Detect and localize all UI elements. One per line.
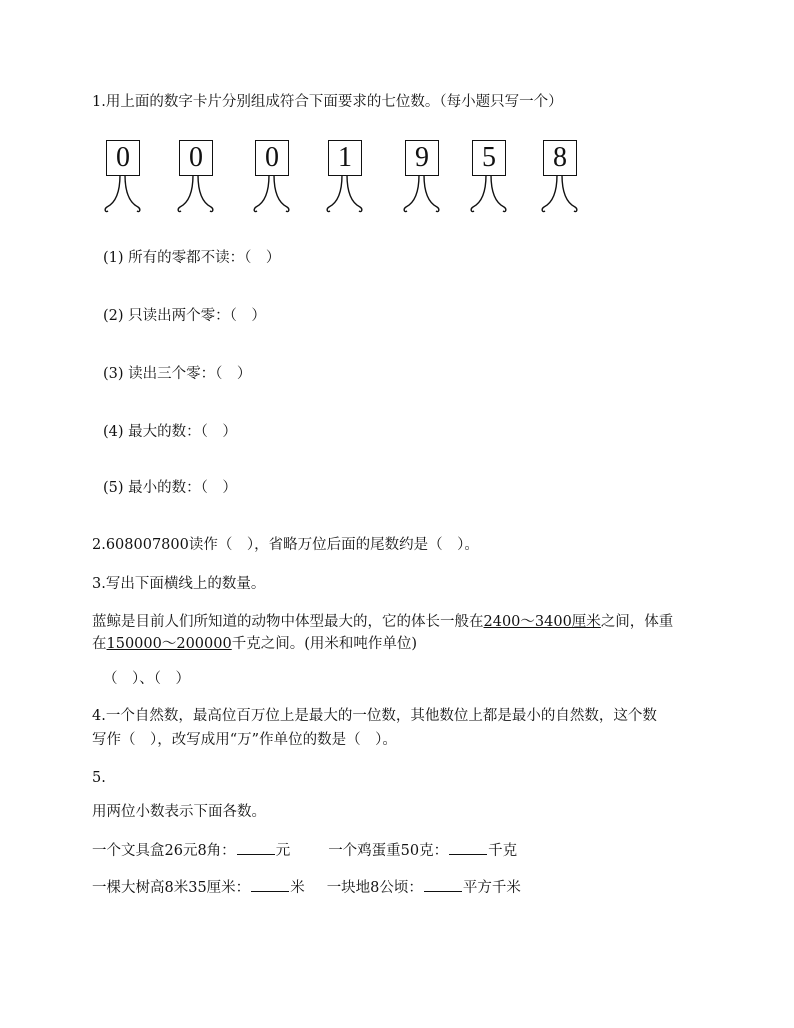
number-card bbox=[255, 140, 289, 214]
card-legs-icon bbox=[174, 175, 218, 215]
answer-blank[interactable] bbox=[449, 839, 487, 855]
q1-stem: 1.用上面的数字卡片分别组成符合下面要求的七位数。（每小题只写一个） bbox=[92, 94, 563, 110]
q3-line1-pre: 蓝鲸是目前人们所知道的动物中体型最大的，它的体长一般在 bbox=[92, 614, 484, 630]
card-legs-icon bbox=[467, 175, 511, 215]
q3-line2-post: 千克之间。(用米和吨作单位) bbox=[231, 636, 418, 652]
q3-passage-line1 bbox=[92, 612, 673, 632]
card-digit: 8 bbox=[543, 140, 577, 176]
q5-row2-item2-unit: 平方千米 bbox=[462, 880, 521, 896]
q1-item: (1) 所有的零都不读：（ ） bbox=[103, 250, 281, 266]
card-digit: 0 bbox=[179, 140, 213, 176]
card-digit: 0 bbox=[255, 140, 289, 176]
q3-line2-pre: 在 bbox=[92, 636, 107, 652]
number-cards bbox=[0, 0, 794, 230]
q3-stem: 3.写出下面横线上的数量。 bbox=[92, 576, 266, 592]
q5-row1-item2-text: 一个鸡蛋重50克： bbox=[328, 843, 449, 859]
q3-passage-line2 bbox=[92, 634, 417, 654]
card-legs-icon bbox=[101, 175, 145, 215]
card-legs-icon bbox=[538, 175, 582, 215]
q1-item: (5) 最小的数：（ ） bbox=[103, 480, 237, 496]
q1-item: (2) 只读出两个零：（ ） bbox=[103, 308, 266, 324]
q5-row1-item1-unit: 元 bbox=[275, 843, 291, 859]
answer-blank[interactable] bbox=[251, 876, 289, 892]
q3-length-range: 2400～3400厘米 bbox=[483, 614, 601, 630]
q3-weight-range: 150000～200000 bbox=[106, 636, 232, 652]
q5-row2-item1-text: 一棵大树高8米35厘米： bbox=[92, 880, 251, 896]
number-card bbox=[472, 140, 506, 214]
q5-number: 5. bbox=[92, 770, 106, 786]
card-digit: 1 bbox=[328, 140, 362, 176]
q5-row2-item2-text: 一块地8公顷： bbox=[326, 880, 423, 896]
q3-answer: （ ）、（ ） bbox=[103, 671, 190, 687]
card-legs-icon bbox=[250, 175, 294, 215]
answer-blank[interactable] bbox=[237, 839, 275, 855]
number-card bbox=[106, 140, 140, 214]
q4-line1: 4.一个自然数，最高位百万位上是最大的一位数，其他数位上都是最小的自然数，这个数 bbox=[92, 708, 657, 724]
answer-blank[interactable] bbox=[424, 876, 462, 892]
q3-line1-post: 之间，体重 bbox=[600, 614, 674, 630]
number-card bbox=[405, 140, 439, 214]
q4-line2: 写作（ ），改写成用“万”作单位的数是（ ）。 bbox=[92, 732, 397, 748]
q2-text: 2.608007800读作（ ），省略万位后面的尾数约是（ ）。 bbox=[92, 537, 479, 553]
q5-row1-item2-unit: 千克 bbox=[488, 843, 518, 859]
card-digit: 5 bbox=[472, 140, 506, 176]
q5-row2 bbox=[92, 876, 521, 898]
card-digit: 9 bbox=[405, 140, 439, 176]
q1-item: (3) 读出三个零：（ ） bbox=[103, 366, 252, 382]
card-legs-icon bbox=[323, 175, 367, 215]
card-digit: 0 bbox=[106, 140, 140, 176]
q1-item: (4) 最大的数：（ ） bbox=[103, 424, 237, 440]
number-card bbox=[328, 140, 362, 214]
q5-row1 bbox=[92, 839, 517, 861]
q5-row2-item1-unit: 米 bbox=[290, 880, 305, 896]
q5-stem: 用两位小数表示下面各数。 bbox=[92, 804, 266, 820]
card-legs-icon bbox=[400, 175, 444, 215]
q5-row1-item1-text: 一个文具盒26元8角： bbox=[92, 843, 236, 859]
number-card bbox=[543, 140, 577, 214]
number-card bbox=[179, 140, 213, 214]
